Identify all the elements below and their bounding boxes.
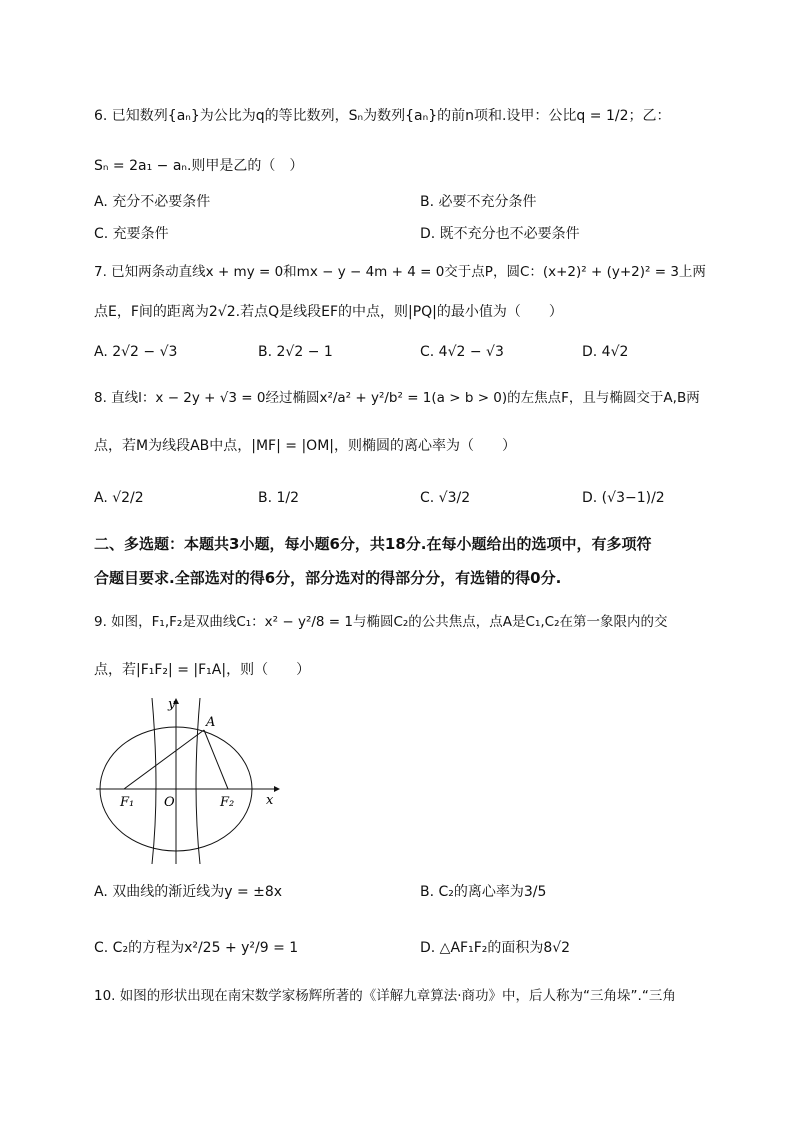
q7-option-a: A. 2√2 − √3: [94, 344, 178, 360]
q9-option-a: A. 双曲线的渐近线为y = ±8x: [94, 884, 283, 900]
q6-line2: Sₙ = 2a₁ − aₙ.则甲是乙的（ ）: [94, 158, 304, 174]
segment-f1-a: [124, 730, 204, 789]
q6-option-a: A. 充分不必要条件: [94, 194, 211, 210]
q6-option-c: C. 充要条件: [94, 226, 169, 242]
label-f2: F₂: [220, 795, 235, 810]
q8-option-d: D. (√3−1)/2: [582, 490, 665, 506]
q7-option-d: D. 4√2: [582, 344, 629, 360]
section2-heading-line2: 合题目要求.全部选对的得6分，部分选对的得部分分，有选错的得0分.: [94, 569, 562, 587]
q7-line2: 点E，F间的距离为2√2.若点Q是线段EF的中点，则|PQ|的最小值为（ ）: [94, 304, 563, 320]
ellipse-hyperbola-figure: [94, 694, 284, 869]
hyperbola-left-branch: [152, 698, 156, 864]
q7-option-c: C. 4√2 − √3: [420, 344, 504, 360]
q9-line1: 9. 如图，F₁,F₂是双曲线C₁：x² − y²/8 = 1与椭圆C₂的公共焦点，点A是C₁,C₂在第一象限内的交: [94, 614, 668, 630]
q9-option-d: D. △AF₁F₂的面积为8√2: [420, 940, 571, 956]
q7-line1: 7. 已知两条动直线x + my = 0和mx − y − 4m + 4 = 0交于点P，圆C：(x+2)² + (y+2)² = 3上两: [94, 264, 706, 280]
q9-option-c: C. C₂的方程为x²/25 + y²/9 = 1: [94, 940, 299, 956]
segment-a-f2: [204, 730, 228, 789]
label-x: x: [266, 793, 274, 808]
label-f1: F₁: [120, 795, 135, 810]
q6-option-d: D. 既不充分也不必要条件: [420, 226, 580, 242]
label-o: O: [164, 795, 175, 810]
q8-option-b: B. 1/2: [258, 490, 300, 506]
label-a: A: [206, 715, 216, 730]
q6-option-b: B. 必要不充分条件: [420, 194, 537, 210]
q8-option-a: A. √2/2: [94, 490, 144, 506]
hyperbola-right-branch: [196, 698, 200, 864]
section2-heading-line1: 二、多选题：本题共3小题，每小题6分，共18分.在每小题给出的选项中，有多项符: [94, 535, 652, 553]
q9-option-b: B. C₂的离心率为3/5: [420, 884, 547, 900]
q8-option-c: C. √3/2: [420, 490, 471, 506]
x-axis-arrow: [274, 786, 280, 792]
q6-line1: 6. 已知数列{aₙ}为公比为q的等比数列，Sₙ为数列{aₙ}的前n项和.设甲：公比q = 1/2；乙：: [94, 108, 671, 124]
q10-line1: 10. 如图的形状出现在南宋数学家杨辉所著的《详解九章算法·商功》中，后人称为“三角垛”.“三角: [94, 988, 676, 1004]
q8-line1: 8. 直线l：x − 2y + √3 = 0经过椭圆x²/a² + y²/b² = 1(a > b > 0)的左焦点F，且与椭圆交于A,B两: [94, 390, 700, 406]
q7-option-b: B. 2√2 − 1: [258, 344, 333, 360]
label-y: y: [168, 697, 176, 712]
q8-line2: 点，若M为线段AB中点，|MF| = |OM|，则椭圆的离心率为（ ）: [94, 438, 516, 454]
q9-line2: 点，若|F₁F₂| = |F₁A|，则（ ）: [94, 662, 311, 678]
